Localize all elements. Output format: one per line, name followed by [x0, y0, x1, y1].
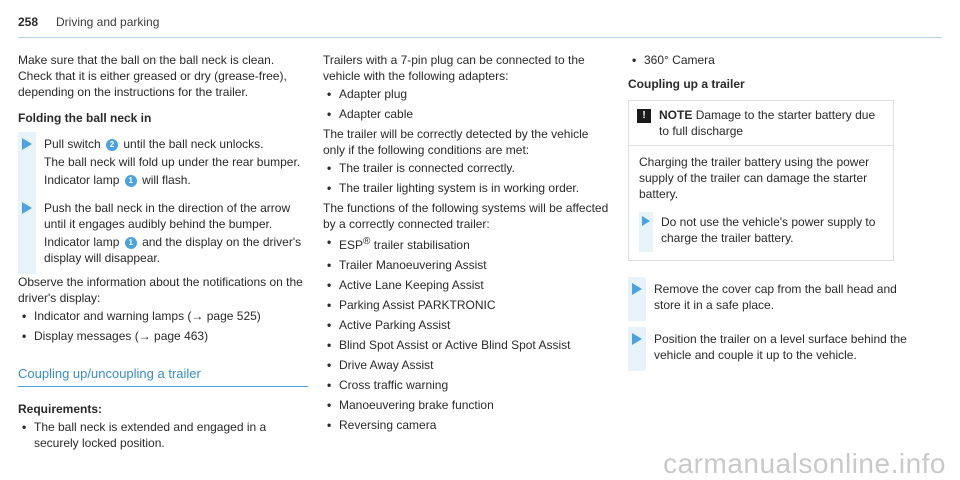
- instruction-step: [628, 327, 918, 371]
- arrow-right-icon: [22, 202, 32, 214]
- instruction-step: [18, 196, 308, 274]
- step-text: will flash.: [142, 173, 191, 187]
- list-item: • Manoeuvering brake function: [323, 397, 613, 413]
- requirements-list: [18, 419, 308, 451]
- list-item[interactable]: • Display messages (→ page 463): [18, 328, 308, 344]
- intro-text: Make sure that the ball on the ball neck is clean. Check that it is either greased or dry (grease-free), depending on the instructions for the trailer.: [18, 53, 287, 99]
- list-item: • Blind Spot Assist or Active Blind Spot Assist: [323, 337, 613, 353]
- list-item: • Adapter cable: [323, 106, 613, 122]
- list-item: • Parking Assist PARKTRONIC: [323, 297, 613, 313]
- functions-text: The functions of the following systems will be affected by a correctly connected trailer:: [323, 201, 609, 231]
- step-text: Indicator lamp: [44, 173, 120, 187]
- step-text: and the display on the driver's display will disappear.: [44, 235, 302, 265]
- list-item: • Active Lane Keeping Assist: [323, 277, 613, 293]
- conditions-list: [323, 160, 613, 196]
- list-item: • The ball neck is extended and engaged in a securely locked position.: [18, 419, 308, 451]
- step-text: Push the ball neck in the direction of the arrow until it engages audibly behind the bumper.: [44, 201, 291, 231]
- step-text: Indicator lamp: [44, 235, 120, 249]
- note-text: Damage to the starter battery due to full discharge: [659, 108, 876, 138]
- step-text: Do not use the vehicle's power supply to charge the trailer battery.: [661, 215, 876, 245]
- notification-list: [18, 308, 308, 344]
- systems-list: [323, 234, 613, 433]
- column-2: [323, 52, 613, 437]
- list-item: • 360° Camera: [628, 52, 918, 68]
- list-item: • Cross traffic warning: [323, 377, 613, 393]
- requirements-title: Requirements:: [18, 402, 103, 416]
- badge-icon: 2: [106, 139, 118, 151]
- step-text: Remove the cover cap from the ball head and store it in a safe place.: [654, 282, 897, 312]
- coupling-heading: Coupling up/uncoupling a trailer: [18, 366, 308, 387]
- adapter-list: [323, 86, 613, 122]
- folding-title: Folding the ball neck in: [18, 111, 152, 125]
- badge-icon: 1: [125, 175, 137, 187]
- column-1: [18, 52, 308, 455]
- list-item: • Drive Away Assist: [323, 357, 613, 373]
- arrow-right-icon: [22, 138, 32, 150]
- note-body-text: Charging the trailer battery using the power supply of the trailer can damage the starter battery.: [639, 155, 870, 201]
- intro-text: Trailers with a 7-pin plug can be connected to the vehicle with the following adapters:: [323, 53, 585, 83]
- column-3: [628, 52, 918, 371]
- warning-icon: !: [637, 109, 651, 123]
- list-item: • Trailer Manoeuvering Assist: [323, 257, 613, 273]
- note-label: NOTE: [659, 108, 693, 122]
- badge-icon: 1: [125, 237, 137, 249]
- section-title: Driving and parking: [56, 15, 160, 29]
- detect-text: The trailer will be correctly detected by the vehicle only if the following conditions are met:: [323, 127, 589, 157]
- watermark: carmanualsonline.info: [663, 448, 946, 479]
- step-text: until the ball neck unlocks.: [123, 137, 264, 151]
- list-item: • Active Parking Assist: [323, 317, 613, 333]
- list-item: • The trailer is connected correctly.: [323, 160, 613, 176]
- registered-mark: ®: [363, 236, 371, 247]
- camera-list: [628, 52, 918, 68]
- instruction-step: [639, 212, 883, 252]
- step-text: The ball neck will fold up under the rear bumper.: [44, 155, 301, 169]
- page-number: 258: [18, 15, 39, 29]
- note-header: [629, 101, 893, 146]
- coupling-title: Coupling up a trailer: [628, 77, 745, 91]
- esp-label-rest: trailer stabilisation: [370, 238, 470, 252]
- esp-label: ESP: [339, 238, 364, 252]
- list-item: • The trailer lighting system is in working order.: [323, 180, 613, 196]
- list-item: • Adapter plug: [323, 86, 613, 102]
- arrow-right-icon: [642, 216, 650, 226]
- step-text: Pull switch: [44, 137, 101, 151]
- instruction-step: [628, 277, 918, 321]
- list-item[interactable]: • Indicator and warning lamps (→ page 525): [18, 308, 308, 324]
- list-item: • Reversing camera: [323, 417, 613, 433]
- note-body: [629, 146, 893, 260]
- arrow-right-icon: [632, 333, 642, 345]
- instruction-step: [18, 132, 308, 196]
- step-text: Position the trailer on a level surface behind the vehicle and couple it up to the vehicle.: [654, 332, 907, 362]
- page-header: [18, 14, 942, 38]
- list-item: [323, 234, 613, 253]
- note-box: [628, 100, 894, 261]
- observe-text: Observe the information about the notifications on the driver's display:: [18, 275, 303, 305]
- arrow-right-icon: [632, 283, 642, 295]
